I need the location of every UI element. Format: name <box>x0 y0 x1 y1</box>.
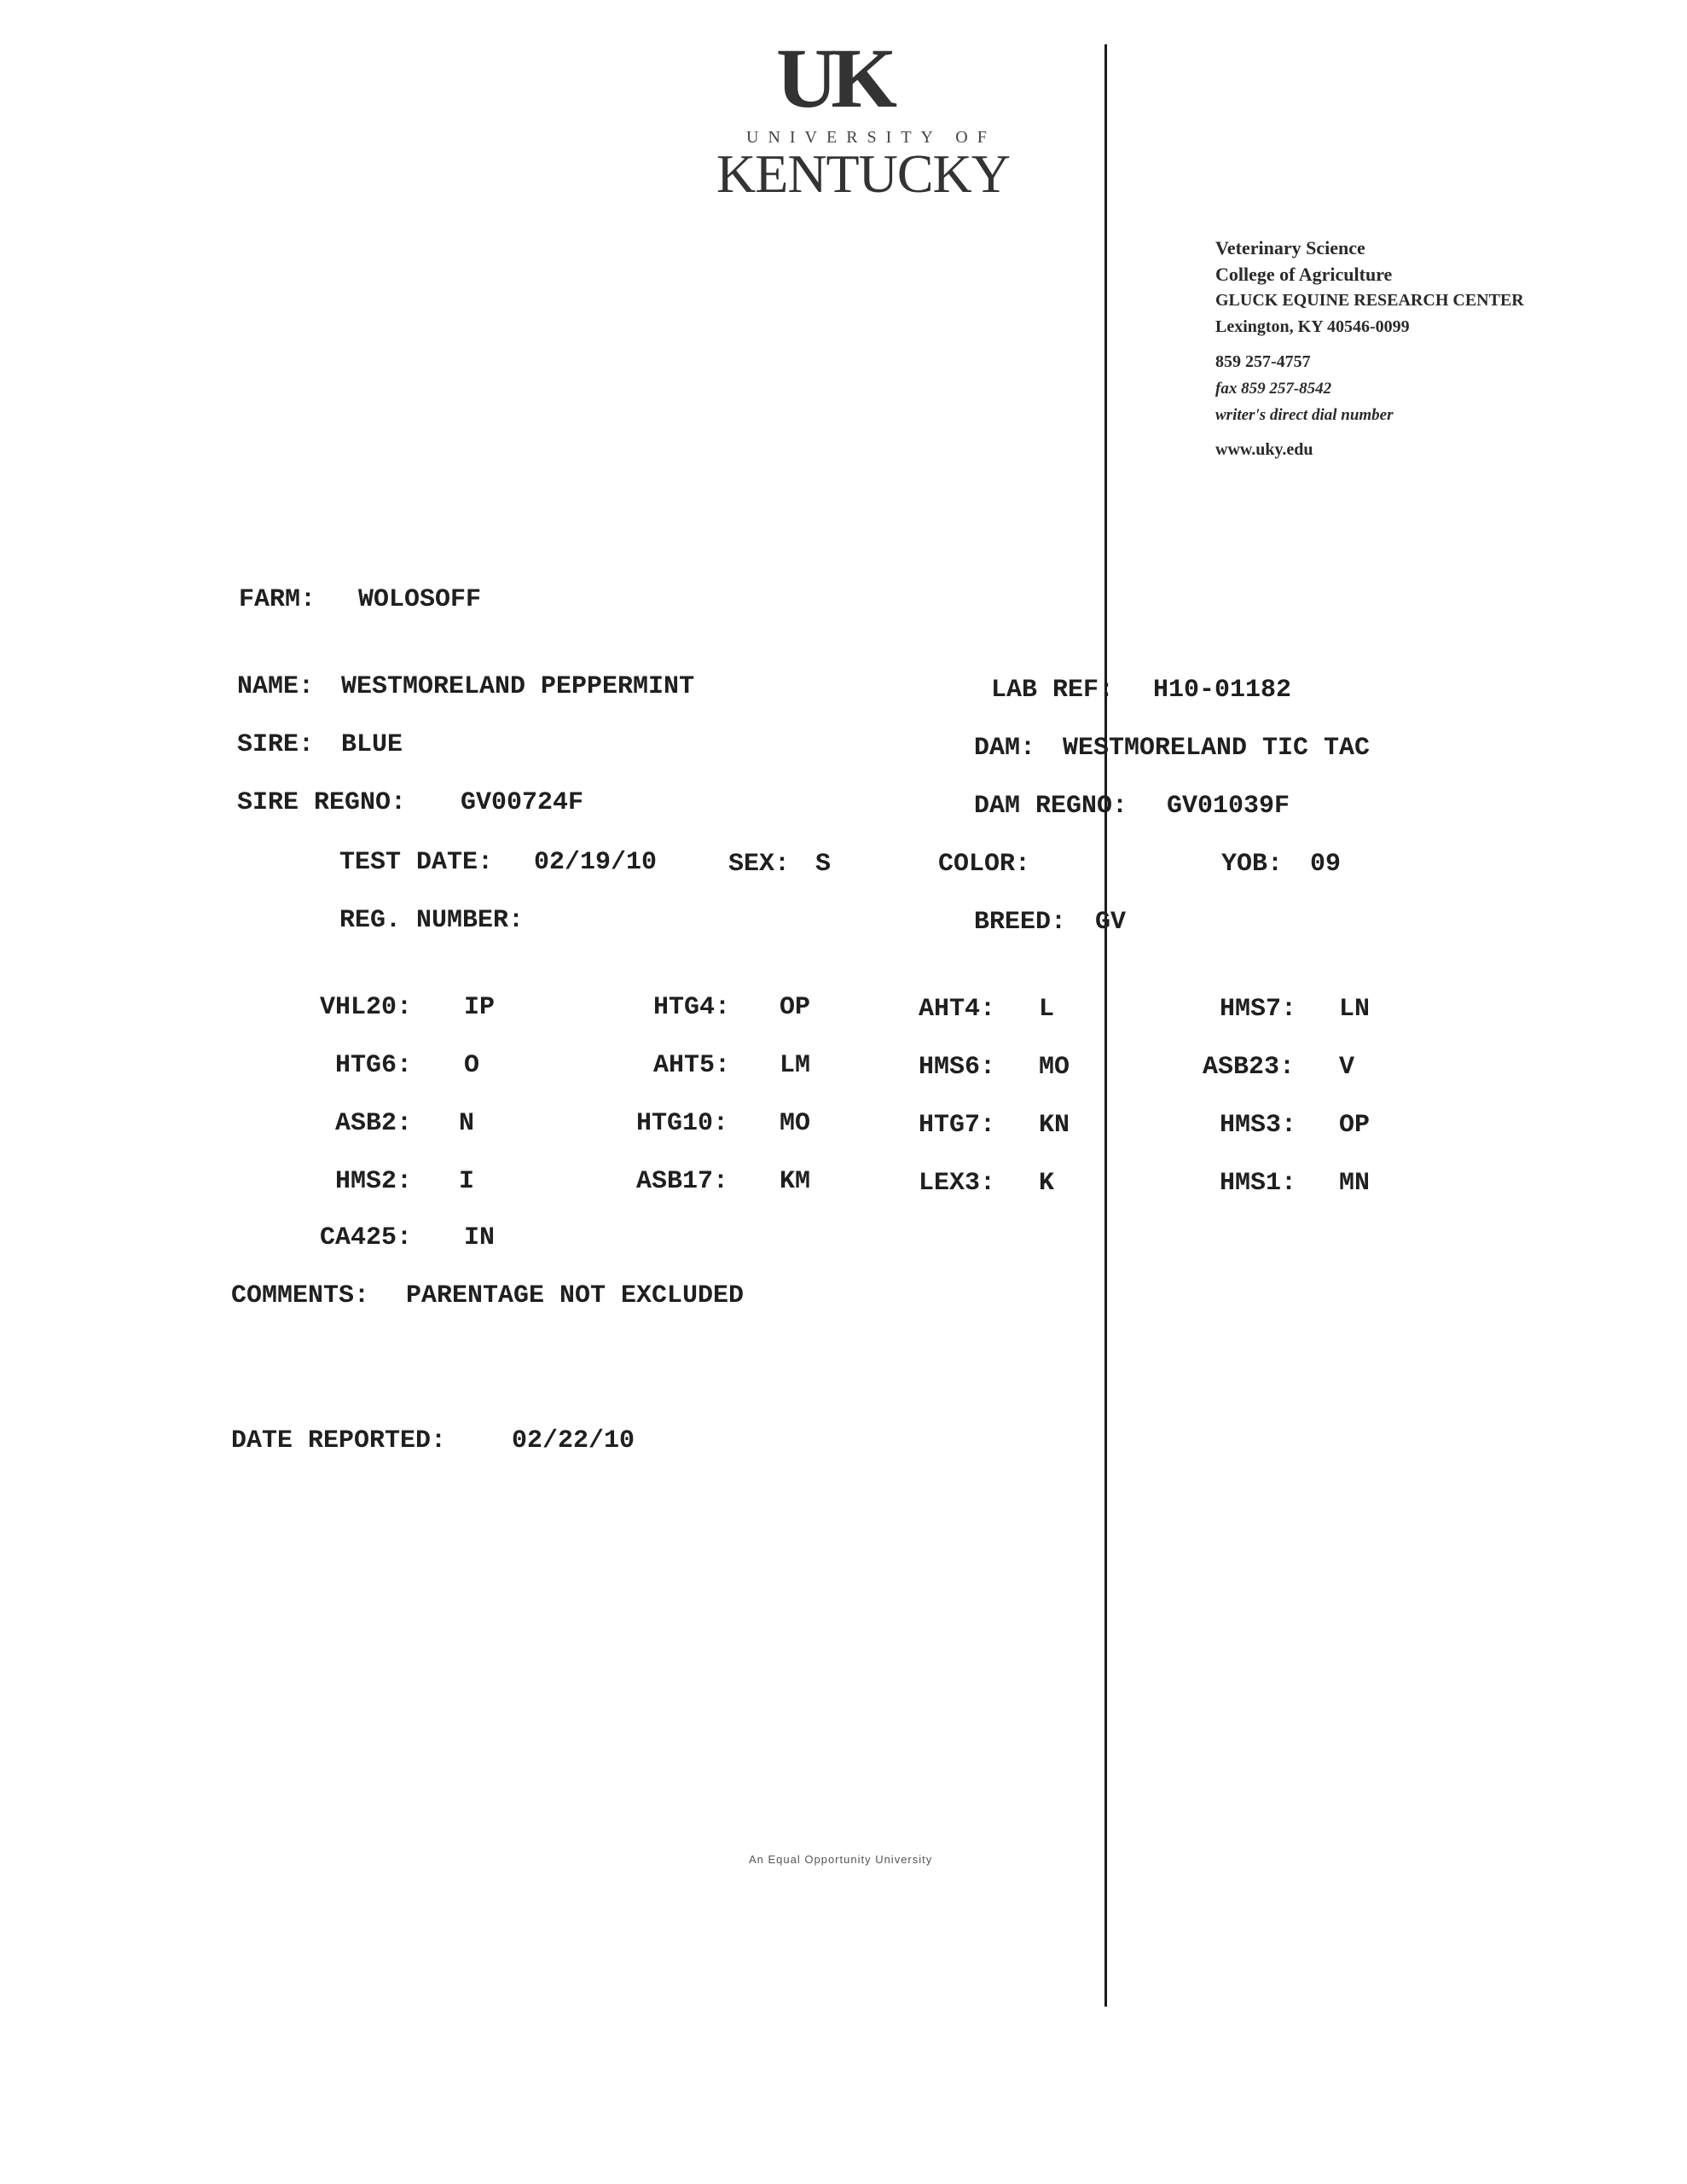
comments-label: COMMENTS: <box>231 1281 370 1310</box>
marker-label: ASB23: <box>1203 1053 1296 1082</box>
farm-label: FARM: <box>239 585 316 614</box>
marker-value: OP <box>780 993 811 1022</box>
yob-value: 09 <box>1310 850 1342 879</box>
marker-value: MO <box>780 1109 811 1138</box>
logo-kentucky: KENTUCKY <box>716 143 1010 204</box>
marker-value: K <box>1039 1169 1055 1198</box>
marker-label: HMS7: <box>1220 995 1297 1024</box>
sex-value: S <box>815 850 832 879</box>
address-line-department: Veterinary Science <box>1215 237 1365 258</box>
marker-label: HTG10: <box>636 1109 729 1138</box>
vertical-rule <box>1104 44 1107 2007</box>
breed-label: BREED: <box>974 908 1067 937</box>
marker-value: MN <box>1339 1169 1371 1198</box>
marker-value: MO <box>1039 1053 1070 1082</box>
dam-regno-value: GV01039F <box>1167 792 1290 821</box>
marker-value: V <box>1339 1053 1355 1082</box>
marker-value: LM <box>780 1051 811 1080</box>
marker-value: KM <box>780 1167 811 1196</box>
direct-dial-note: writer's direct dial number <box>1215 406 1394 424</box>
marker-value: N <box>459 1109 475 1138</box>
marker-label: ASB2: <box>335 1109 413 1138</box>
address-line-city: Lexington, KY 40546-0099 <box>1215 317 1410 336</box>
sire-regno-value: GV00724F <box>461 788 584 817</box>
sex-label: SEX: <box>728 850 791 879</box>
lab-ref-label: LAB REF: <box>991 676 1115 705</box>
sire-value: BLUE <box>341 730 403 759</box>
marker-label: HTG7: <box>919 1111 996 1140</box>
marker-label: HMS1: <box>1220 1169 1297 1198</box>
dam-label: DAM: <box>974 734 1036 763</box>
marker-value: L <box>1039 995 1055 1024</box>
date-reported-value: 02/22/10 <box>512 1426 635 1455</box>
marker-value: LN <box>1339 995 1371 1024</box>
uk-logo-mark: UK <box>776 31 890 125</box>
marker-label: HTG6: <box>335 1051 413 1080</box>
dam-value: WESTMORELAND TIC TAC <box>1063 734 1371 763</box>
marker-label: HTG4: <box>653 993 731 1022</box>
website: www.uky.edu <box>1215 440 1313 459</box>
address-line-college: College of Agriculture <box>1215 264 1393 285</box>
comments-value: PARENTAGE NOT EXCLUDED <box>406 1281 745 1310</box>
fax-number: fax 859 257-8542 <box>1215 380 1332 398</box>
breed-value: GV <box>1095 908 1127 937</box>
marker-label: LEX3: <box>919 1169 996 1198</box>
phone-number: 859 257-4757 <box>1215 352 1311 371</box>
marker-value: I <box>459 1167 475 1196</box>
color-label: COLOR: <box>938 850 1031 879</box>
farm-value: WOLOSOFF <box>358 585 482 614</box>
marker-label: ASB17: <box>636 1167 729 1196</box>
logo-university-of: UNIVERSITY OF <box>746 128 996 147</box>
letterhead-address <box>1215 235 1524 463</box>
name-label: NAME: <box>237 672 315 701</box>
address-line-center: GLUCK EQUINE RESEARCH CENTER <box>1215 291 1524 310</box>
marker-value: IP <box>464 993 496 1022</box>
dam-regno-label: DAM REGNO: <box>974 792 1128 821</box>
footer-text: An Equal Opportunity University <box>749 1853 933 1866</box>
marker-label: AHT4: <box>919 995 996 1024</box>
marker-label: AHT5: <box>653 1051 731 1080</box>
sire-label: SIRE: <box>237 730 315 759</box>
yob-label: YOB: <box>1221 850 1284 879</box>
marker-label: HMS6: <box>919 1053 996 1082</box>
reg-number-label: REG. NUMBER: <box>339 906 525 935</box>
sire-regno-label: SIRE REGNO: <box>237 788 407 817</box>
date-reported-label: DATE REPORTED: <box>231 1426 447 1455</box>
marker-label: CA425: <box>320 1223 413 1252</box>
lab-ref-value: H10-01182 <box>1153 676 1292 705</box>
marker-value: IN <box>464 1223 496 1252</box>
marker-value: OP <box>1339 1111 1371 1140</box>
marker-value: O <box>464 1051 480 1080</box>
name-value: WESTMORELAND PEPPERMINT <box>341 672 695 701</box>
marker-value: KN <box>1039 1111 1070 1140</box>
marker-label: HMS3: <box>1220 1111 1297 1140</box>
test-date-label: TEST DATE: <box>339 848 494 877</box>
test-date-value: 02/19/10 <box>534 848 658 877</box>
marker-label: VHL20: <box>320 993 413 1022</box>
marker-label: HMS2: <box>335 1167 413 1196</box>
